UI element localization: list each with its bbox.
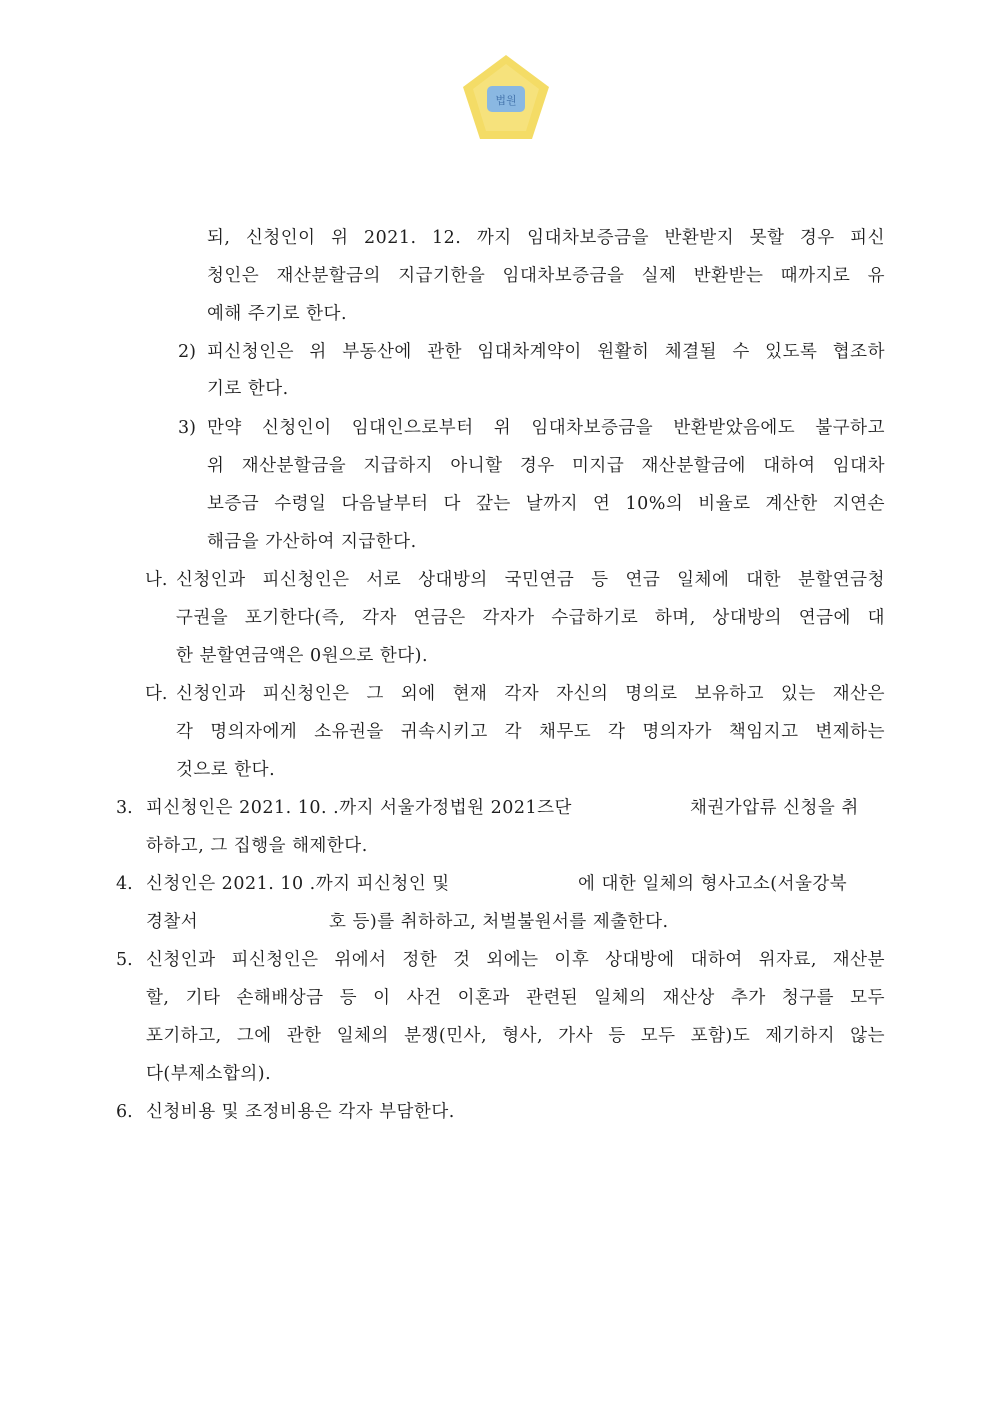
item-marker: 3) bbox=[178, 418, 196, 438]
item-marker: 6. bbox=[116, 1102, 133, 1122]
text-line: 만약 신청인이 임대인으로부터 위 임대차보증금을 반환받았음에도 불구하고 bbox=[207, 418, 885, 438]
text-line: 채권가압류 신청을 취 bbox=[690, 798, 859, 818]
text-line: 포기하고, 그에 관한 일체의 분쟁(민사, 형사, 가사 등 모두 포함)도 제기하지 않는 bbox=[146, 1026, 885, 1046]
seal-text: 법원 bbox=[495, 94, 517, 107]
text-line: 할, 기타 손해배상금 등 이 사건 이혼과 관련된 일체의 재산상 추가 청구를 모두 bbox=[146, 988, 885, 1008]
text-line: 하하고, 그 집행을 해제한다. bbox=[146, 836, 368, 856]
item-marker: 3. bbox=[116, 798, 133, 818]
text-line: 신청비용 및 조정비용은 각자 부담한다. bbox=[146, 1102, 455, 1122]
text-line: 한 분할연금액은 0원으로 한다). bbox=[176, 646, 429, 666]
text-line: 경찰서 bbox=[146, 912, 199, 932]
text-line: 신청인은 2021. 10 .까지 피신청인 및 bbox=[146, 874, 450, 894]
item-marker: 2) bbox=[178, 342, 196, 362]
item-marker: 다. bbox=[145, 684, 168, 704]
text-line: 것으로 한다. bbox=[176, 760, 276, 780]
text-line: 보증금 수령일 다음날부터 다 갚는 날까지 연 10%의 비율로 계산한 지연손 bbox=[207, 494, 885, 514]
item-marker: 5. bbox=[116, 950, 133, 970]
text-line: 예해 주기로 한다. bbox=[207, 304, 348, 324]
text-line: 해금을 가산하여 지급한다. bbox=[207, 532, 417, 552]
text-line: 다(부제소합의). bbox=[146, 1064, 272, 1084]
text-line: 에 대한 일체의 형사고소(서울강북 bbox=[578, 874, 848, 894]
text-line: 호 등)를 취하하고, 처벌불원서를 제출한다. bbox=[329, 912, 669, 932]
item-marker: 4. bbox=[116, 874, 133, 894]
text-line: 신청인과 피신청인은 서로 상대방의 국민연금 등 연금 일체에 대한 분할연금청 bbox=[176, 570, 885, 590]
text-line: 구권을 포기한다(즉, 각자 연금은 각자가 수급하기로 하며, 상대방의 연금에 대 bbox=[176, 608, 885, 628]
text-line: 청인은 재산분할금의 지급기한을 임대차보증금을 실제 반환받는 때까지로 유 bbox=[207, 266, 885, 286]
item-marker: 나. bbox=[145, 570, 168, 590]
text-line: 기로 한다. bbox=[207, 379, 289, 399]
text-line: 피신청인은 위 부동산에 관한 임대차계약이 원활히 체결될 수 있도록 협조하 bbox=[207, 342, 885, 362]
text-line: 위 재산분할금을 지급하지 아니할 경우 미지급 재산분할금에 대하여 임대차 bbox=[207, 456, 885, 476]
text-line: 신청인과 피신청인은 그 외에 현재 각자 자신의 명의로 보유하고 있는 재산은 bbox=[176, 684, 885, 704]
text-line: 신청인과 피신청인은 위에서 정한 것 외에는 이후 상대방에 대하여 위자료, 재산분 bbox=[146, 950, 885, 970]
text-line: 각 명의자에게 소유권을 귀속시키고 각 채무도 각 명의자가 책임지고 변제하는 bbox=[176, 722, 885, 742]
text-line: 피신청인은 2021. 10. .까지 서울가정법원 2021즈단 bbox=[146, 798, 572, 818]
text-line: 되, 신청인이 위 2021. 12. 까지 임대차보증금을 반환받지 못할 경우 피신 bbox=[207, 228, 885, 248]
